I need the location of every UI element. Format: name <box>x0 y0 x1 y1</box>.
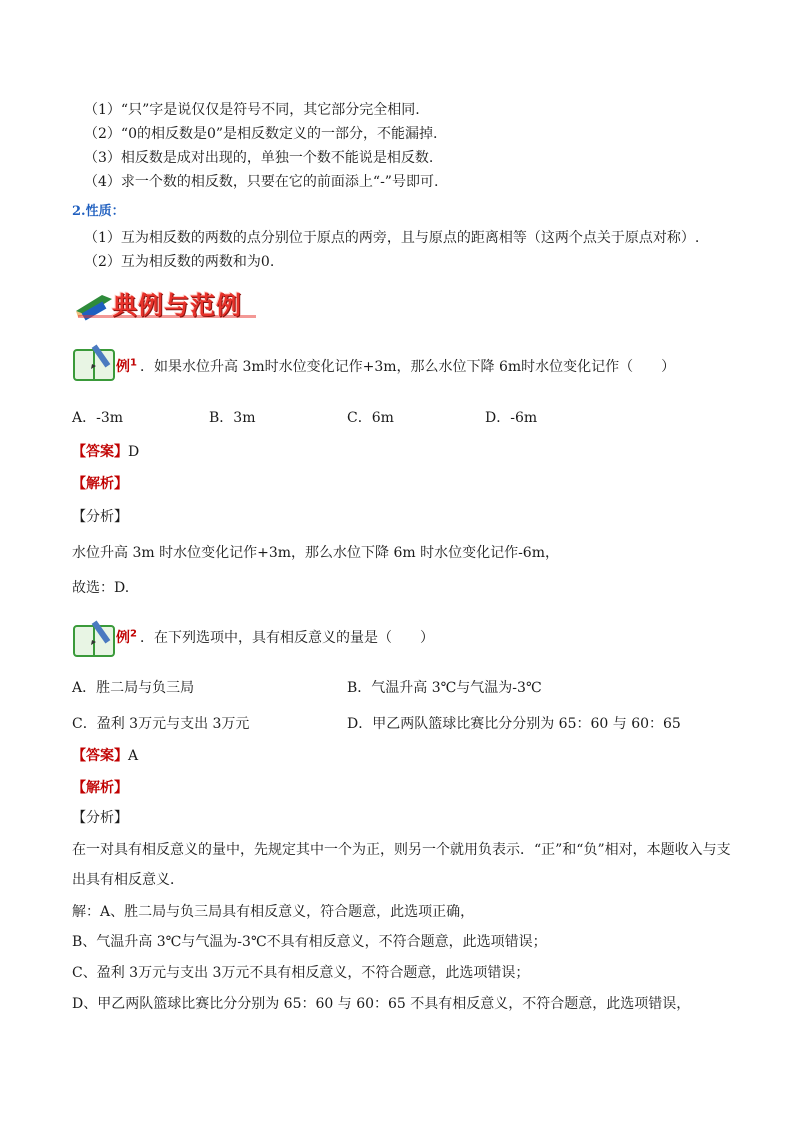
book-pencil-icon <box>72 342 118 382</box>
explanation-line-1: 在一对具有相反意义的量中，先规定其中一个为正，则另一个就用负表示．“正”和“负”相对，本题收入与支 <box>72 842 731 858</box>
note-4: （4）求一个数的相反数，只要在它的前面添上“-”号即可. <box>84 174 439 190</box>
solution-c: C、盈利 3万元与支出 3万元不具有相反意义，不符合题意，此选项错误； <box>72 965 530 981</box>
option-b: B．3m <box>209 410 256 426</box>
property-1: （1）互为相反数的两数的点分别位于原点的两旁，且与原点的距离相等（这两个点关于原点对称）. <box>84 230 700 246</box>
option-d: D．甲乙两队篮球比赛比分分别为 65：60 与 60：65 <box>347 716 681 732</box>
option-a: A．胜二局与负三局 <box>72 680 195 696</box>
explanation-line-2: 出具有相反意义． <box>72 872 184 888</box>
analysis-tag: 【解析】 <box>72 780 128 796</box>
section-heading: 2.性质： <box>72 204 125 219</box>
answer-line: 【答案】D <box>72 444 140 460</box>
solution-a: 解：A、胜二局与负三局具有相反意义，符合题意，此选项正确， <box>72 904 475 920</box>
option-c: C．6m <box>347 410 394 426</box>
example-label: 例$^1$ <box>116 357 137 375</box>
example-label: 例$^2$ <box>116 628 137 646</box>
example-1-question: ．如果水位升高 3m时水位变化记作+3m，那么水位下降 6m时水位变化记作（ ） <box>140 359 676 375</box>
analysis-tag: 【解析】 <box>72 476 128 492</box>
solution-b: B、气温升高 3℃与气温为-3℃不具有相反意义，不符合题意，此选项错误； <box>72 934 547 950</box>
option-c: C．盈利 3万元与支出 3万元 <box>72 716 250 732</box>
conclusion: 故选：D. <box>72 580 130 596</box>
fenxi-tag: 【分析】 <box>72 810 128 826</box>
note-3: （3）相反数是成对出现的，单独一个数不能说是相反数. <box>84 150 434 166</box>
book-pencil-icon <box>72 618 118 658</box>
note-1: （1）“只”字是说仅仅是符号不同，其它部分完全相同. <box>84 102 420 118</box>
fenxi-tag: 【分析】 <box>72 509 128 525</box>
explanation: 水位升高 3m 时水位变化记作+3m，那么水位下降 6m 时水位变化记作-6m， <box>72 545 559 561</box>
solution-d: D、甲乙两队篮球比赛比分分别为 65：60 与 60：65 不具有相反意义，不符合题意，此选项错误， <box>72 996 691 1012</box>
answer-line: 【答案】A <box>72 748 139 764</box>
option-d: D．-6m <box>485 410 538 426</box>
note-2: （2）“0的相反数是0”是相反数定义的一部分，不能漏掉. <box>84 126 438 142</box>
option-a: A．-3m <box>72 410 124 426</box>
option-b: B．气温升高 3℃与气温为-3℃ <box>347 680 542 696</box>
property-2: （2）互为相反数的两数和为0. <box>84 254 275 270</box>
example-2-question: ．在下列选项中，具有相反意义的量是（ ） <box>140 630 434 646</box>
section-banner-title: 典例与范例 <box>112 291 243 320</box>
